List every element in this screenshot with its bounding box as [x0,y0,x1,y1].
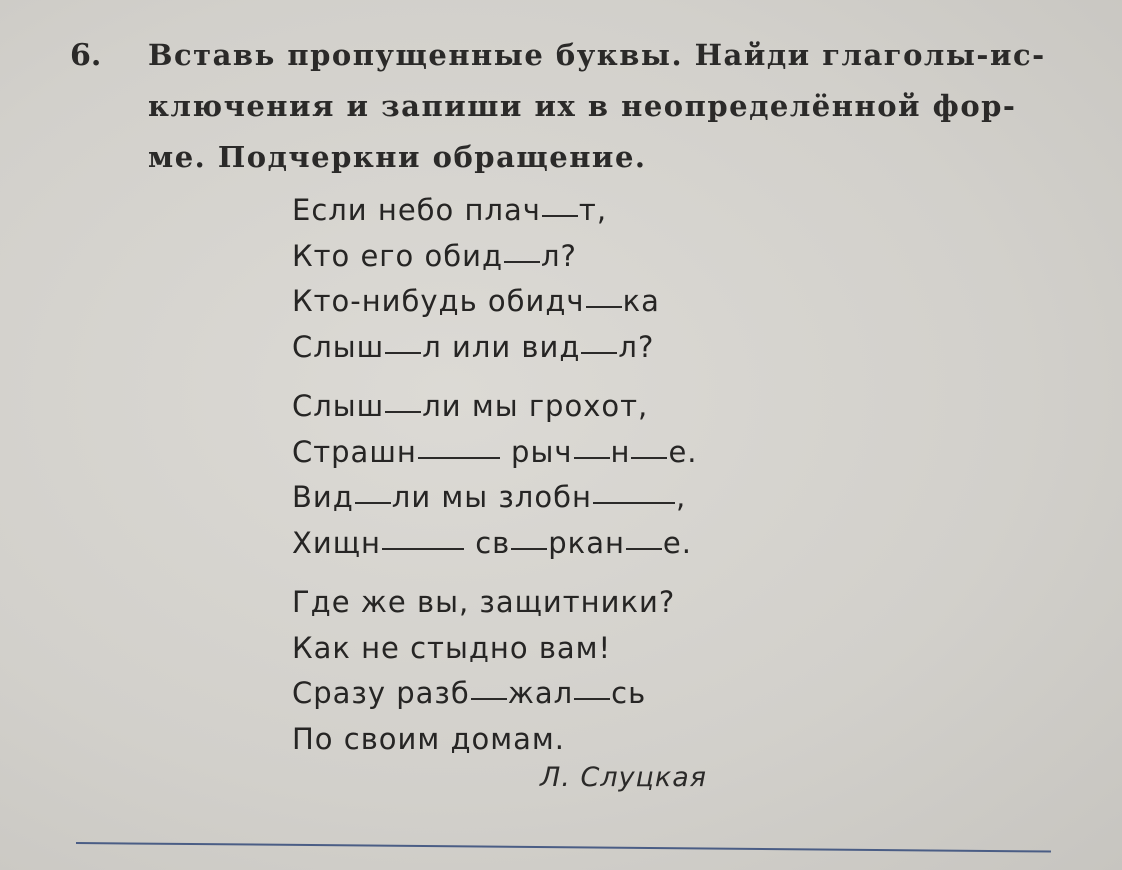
poem-text: Страшн [292,434,417,469]
missing-letter-blank[interactable] [626,547,662,550]
missing-letter-blank[interactable] [586,305,622,308]
poem-text: н [610,434,631,469]
poem-text: ркан [548,525,625,560]
poem-text: Кто-нибудь обидч [292,284,585,318]
poem-text: Кто его обид [292,238,504,273]
poem-text: т, [578,193,608,227]
missing-letter-blank[interactable] [418,456,500,459]
missing-letter-blank[interactable] [385,410,421,413]
exercise-instruction [148,30,1068,183]
poem-text: л? [618,329,655,364]
poem-line [292,325,698,371]
poem-text: По своим домам. [292,721,566,756]
poem-line [292,234,698,280]
poem-stanza [292,188,698,370]
poem-text: Сразу разб [292,676,470,710]
poem-line [292,475,698,521]
exercise-number: 6. [70,38,102,73]
instruction-line: ме. Подчеркни обращение. [148,140,647,174]
poem-line [292,430,698,476]
missing-letter-blank[interactable] [382,547,464,550]
poem-text: жал [507,676,574,710]
poem-line [292,580,698,626]
poem-text: Где же вы, защитники? [292,585,676,619]
poem-line [292,279,698,325]
missing-letter-blank[interactable] [504,260,540,263]
poem-text: Слыш [292,389,385,423]
poem-text: ка [622,284,660,318]
poem [292,188,698,762]
poem-text: Вид [292,480,354,514]
missing-letter-blank[interactable] [631,456,667,459]
poem-stanza [292,580,698,762]
poem-text: Как не стыдно вам! [292,630,612,665]
poem-line [292,521,698,567]
poem-text: , [675,480,687,514]
poem-text: е. [668,434,698,469]
poem-text: св [465,525,511,560]
poem-text: ли мы злобн [391,480,592,514]
poem-text: сь [611,676,647,710]
missing-letter-blank[interactable] [511,547,547,550]
poem-line [292,671,698,717]
poem-author: Л. Слуцкая [540,762,708,793]
missing-letter-blank[interactable] [574,456,610,459]
poem-text: рыч [500,434,573,469]
poem-text: ли мы грохот, [422,389,649,423]
missing-letter-blank[interactable] [593,501,675,504]
poem-text: е. [662,525,692,560]
missing-letter-blank[interactable] [581,351,617,354]
poem-text: л? [541,238,577,273]
poem-text: Слыш [292,329,385,364]
poem-text: Хищн [292,525,381,560]
missing-letter-blank[interactable] [542,214,578,217]
instruction-line: Вставь пропущенные буквы. Найди глаголы-ис- [148,38,1046,72]
poem-line [292,626,698,672]
poem-line [292,188,698,234]
poem-line [292,717,698,763]
poem-text: л или вид [422,329,581,364]
instruction-line: ключения и запиши их в неопределённой фор- [148,89,1017,123]
poem-line [292,384,698,430]
poem-text: Если небо плач [292,193,541,227]
answer-line [76,842,1051,853]
poem-stanza [292,384,698,566]
missing-letter-blank[interactable] [355,501,391,504]
missing-letter-blank[interactable] [471,697,507,700]
missing-letter-blank[interactable] [385,351,421,354]
missing-letter-blank[interactable] [574,697,610,700]
